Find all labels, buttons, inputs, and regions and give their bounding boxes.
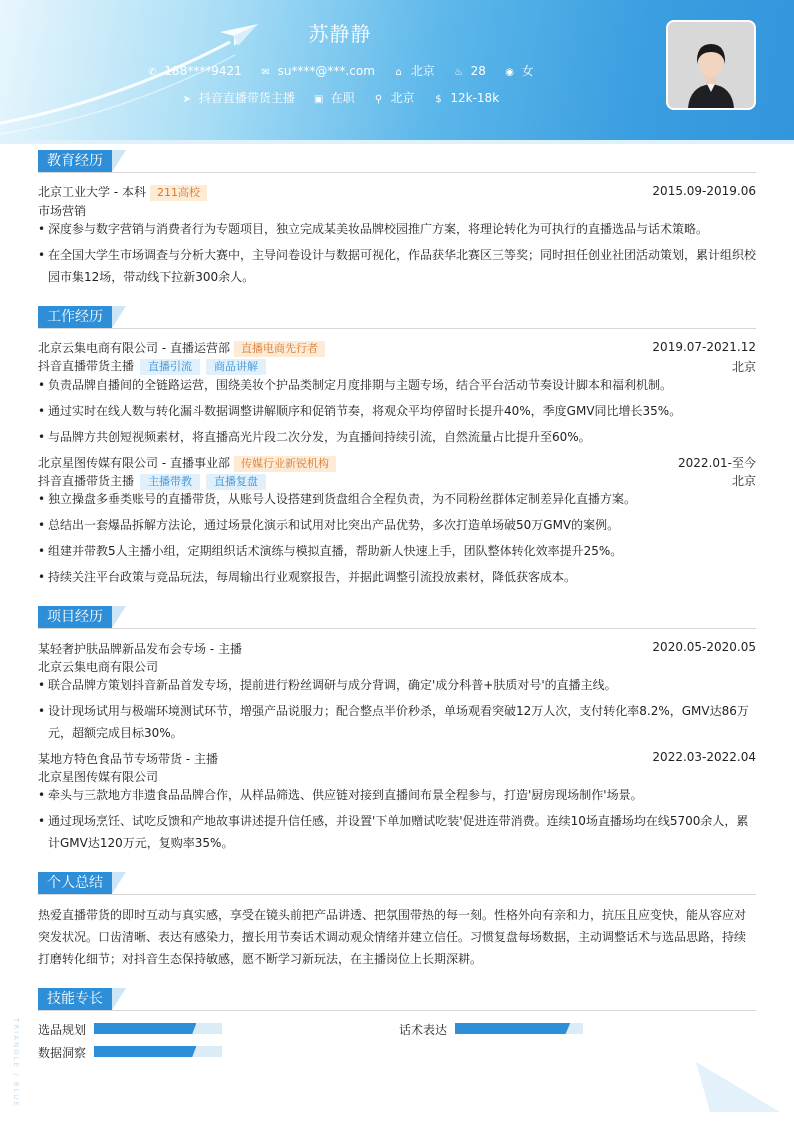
location-pin-icon: ⚲ bbox=[374, 94, 383, 105]
skill-tag: 直播引流 bbox=[140, 359, 200, 375]
education-school bbox=[38, 183, 756, 201]
project-company: 北京云集电商有限公司 bbox=[38, 660, 159, 674]
section-label: 项目经历 bbox=[47, 609, 103, 625]
send-icon: ➤ bbox=[182, 94, 192, 105]
gender: 女 bbox=[521, 64, 534, 78]
salary-icon: $ bbox=[435, 94, 442, 105]
work-city: 北京 bbox=[731, 474, 756, 488]
decor-vertical-text: TRIANGLE / BLUE bbox=[12, 1018, 20, 1108]
email-icon: ✉ bbox=[261, 67, 270, 78]
section-label: 个人总结 bbox=[47, 875, 103, 891]
resume-header bbox=[0, 0, 794, 140]
skill-tag: 商品讲解 bbox=[206, 359, 266, 375]
avatar-photo bbox=[666, 20, 756, 110]
briefcase-icon: ▣ bbox=[313, 94, 324, 105]
section-title-work bbox=[38, 306, 112, 328]
job-status: 在职 bbox=[330, 91, 355, 105]
skill-name: 数据洞察 bbox=[38, 1046, 87, 1060]
divider bbox=[38, 172, 756, 173]
role: 抖音直播带货主播 bbox=[38, 359, 135, 373]
divider bbox=[38, 1010, 756, 1011]
salary: 12k-18k bbox=[450, 91, 500, 105]
education-dates: 2015.09-2019.06 bbox=[652, 184, 756, 198]
list-item: • 通过现场烹饪、试吃反馈和产地故事讲述提升信任感，并设置'下单加赠试吃装'促进连带消费。连续10场直播场均在线5700余人，累计GMV达120万元，复购率35%。 bbox=[38, 810, 758, 854]
phone-icon: ✆ bbox=[148, 67, 157, 78]
work-dates: 2022.01-至今 bbox=[678, 456, 756, 470]
list-item: • 与品牌方共创短视频素材，将直播高光片段二次分发，为直播间持续引流，自然流量占比提升至60%。 bbox=[38, 426, 758, 448]
target-job: 抖音直播带货主播 bbox=[198, 91, 295, 105]
work-company bbox=[38, 339, 756, 357]
list-item: • 通过实时在线人数与转化漏斗数据调整讲解顺序和促销节奏，将观众平均停留时长提升40%，季度GMV同比增长35%。 bbox=[38, 400, 758, 422]
work-dates: 2019.07-2021.12 bbox=[652, 340, 756, 354]
summary-text: 热爱直播带货的即时互动与真实感，享受在镜头前把产品讲透、把氛围带热的每一刻。性格外向有亲和力，抗压且应变快，能从容应对突发状况。口齿清晰、表达有感染力，擅长用节奏话术调动观众情绪并建立信任。习惯复盘每场数据，主动调整话术与选品思路，持续打磨转化细节；对抖音生态保持敏感，愿不断学习新玩法，在主播岗位上长期深耕。 bbox=[38, 908, 747, 966]
project-company: 北京星图传媒有限公司 bbox=[38, 770, 159, 784]
work-city: 北京 bbox=[731, 360, 756, 374]
list-item: • 设计现场试用与极端环境测试环节，增强产品说服力；配合整点半价秒杀，单场观看突破12万人次，支付转化率8.2%，GMV达86万元，超额完成目标30%。 bbox=[38, 700, 758, 744]
skill-tag: 主播带教 bbox=[140, 474, 200, 490]
section-title-projects bbox=[38, 606, 112, 628]
project-dates: 2022.03-2022.04 bbox=[652, 750, 756, 764]
skill-name: 选品规划 bbox=[38, 1023, 87, 1037]
company-line: 北京云集电商有限公司 - 直播运营部 bbox=[38, 341, 230, 355]
list-item: • 总结出一套爆品拆解方法论，通过场景化演示和试用对比突出产品优势，多次打造单场破50万GMV的案例。 bbox=[38, 514, 758, 536]
skill-bar bbox=[94, 1023, 222, 1034]
section-title-summary bbox=[38, 872, 112, 894]
list-item: • 联合品牌方策划抖音新品首发专场，提前进行粉丝调研与成分背调，确定'成分科普+肤质对号'的直播主线。 bbox=[38, 674, 758, 696]
phone: 188****9421 bbox=[164, 64, 242, 78]
skill-bar-fill bbox=[94, 1023, 196, 1034]
divider bbox=[38, 628, 756, 629]
contact-row bbox=[0, 62, 680, 79]
section-title-skills bbox=[38, 988, 112, 1010]
candidate-name: 苏静静 bbox=[308, 22, 372, 46]
school-badge: 211高校 bbox=[150, 185, 207, 201]
work-company bbox=[38, 454, 756, 472]
section-label: 工作经历 bbox=[47, 309, 103, 325]
gender-icon: ◉ bbox=[505, 67, 515, 78]
job-intent-row bbox=[0, 89, 680, 106]
target-city: 北京 bbox=[390, 91, 415, 105]
header-stripe bbox=[0, 140, 794, 144]
company-badge: 直播电商先行者 bbox=[234, 341, 325, 357]
list-item: • 负责品牌自播间的全链路运营，围绕美妆个护品类制定月度排期与主题专场，结合平台活动节奏设计脚本和福利机制。 bbox=[38, 374, 758, 396]
age: 28 bbox=[470, 64, 486, 78]
company-badge: 传媒行业新锐机构 bbox=[234, 456, 336, 472]
education-major: 市场营销 bbox=[38, 204, 87, 218]
divider bbox=[38, 894, 756, 895]
skill-bar bbox=[94, 1046, 222, 1057]
skill-bar bbox=[455, 1023, 583, 1034]
list-item: • 深度参与数字营销与消费者行为专题项目，独立完成某美妆品牌校园推广方案，将理论转化为可执行的直播选品与话术策略。 bbox=[38, 218, 758, 240]
section-label: 教育经历 bbox=[47, 153, 103, 169]
project-dates: 2020.05-2020.05 bbox=[652, 640, 756, 654]
role: 抖音直播带货主播 bbox=[38, 474, 135, 488]
list-item: • 组建并带教5人主播小组，定期组织话术演练与模拟直播，帮助新人快速上手，团队整体转化效率提升25%。 bbox=[38, 540, 758, 562]
skill-tag: 直播复盘 bbox=[206, 474, 266, 490]
home-icon: ⌂ bbox=[395, 67, 402, 78]
skill-name: 话术表达 bbox=[399, 1023, 448, 1037]
school-line: 北京工业大学 - 本科 bbox=[38, 185, 146, 199]
skill-bar-fill bbox=[94, 1046, 196, 1057]
work-role bbox=[38, 357, 756, 375]
cake-icon: ♨ bbox=[454, 67, 464, 78]
section-title-education bbox=[38, 150, 112, 172]
project-title: 某轻奢护肤品牌新品发布会专场 - 主播 bbox=[38, 642, 242, 656]
triangle-decoration bbox=[696, 1062, 780, 1114]
list-item: • 在全国大学生市场调查与分析大赛中，主导问卷设计与数据可视化，作品获华北赛区三等奖；同时担任创业社团活动策划，累计组织校园市集12场，带动线下拉新300余人。 bbox=[38, 244, 758, 288]
location: 北京 bbox=[410, 64, 435, 78]
list-item: • 持续关注平台政策与竞品玩法，每周输出行业观察报告，并据此调整引流投放素材，降低获客成本。 bbox=[38, 566, 758, 588]
email: su****@***.com bbox=[277, 64, 375, 78]
project-title: 某地方特色食品节专场带货 - 主播 bbox=[38, 752, 218, 766]
list-item: • 牵头与三款地方非遗食品品牌合作，从样品筛选、供应链对接到直播间布景全程参与，打造'厨房现场制作'场景。 bbox=[38, 784, 758, 806]
section-label: 技能专长 bbox=[47, 991, 103, 1007]
skill-bar-fill bbox=[455, 1023, 570, 1034]
divider bbox=[38, 328, 756, 329]
list-item: • 独立操盘多垂类账号的直播带货，从账号人设搭建到货盘组合全程负责，为不同粉丝群体定制差异化直播方案。 bbox=[38, 488, 758, 510]
company-line: 北京星图传媒有限公司 - 直播事业部 bbox=[38, 456, 230, 470]
